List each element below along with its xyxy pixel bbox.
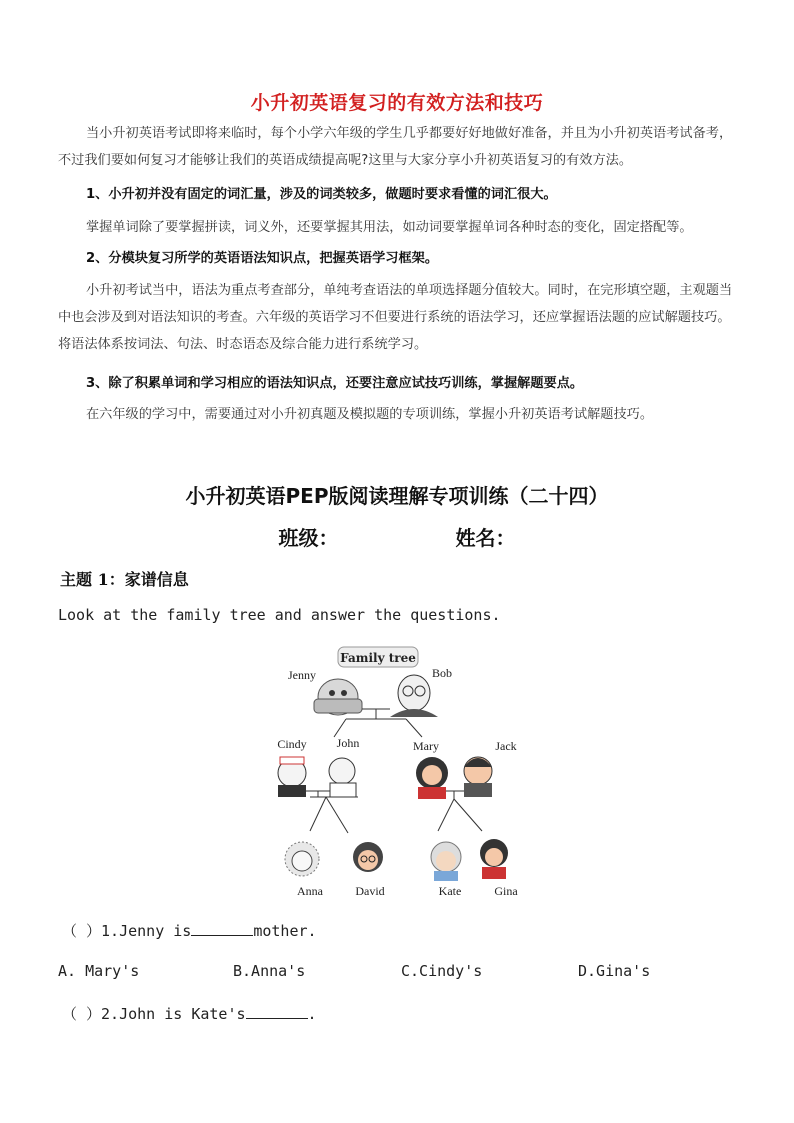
q1-answer-paren[interactable]: （ ） bbox=[62, 922, 102, 940]
intro-paragraph-3: 小升初考试当中，语法为重点考查部分，单纯考查语法的单项选择题分值较大。同时，在完形填空题，主观题当中也会涉及到对语法知识的考查。六年级的英语学习不但要进行系统的语法学习，还应掌握语法题的应试解题技巧。将语法体系按词法、句法、时态语态及综合能力进行系统学习。 bbox=[58, 283, 733, 352]
name-cindy: Cindy bbox=[277, 737, 307, 751]
option-c[interactable]: C.Cindy's bbox=[401, 962, 483, 980]
theme-heading: 主题 1：家谱信息 bbox=[60, 570, 189, 589]
name-gina: Gina bbox=[494, 884, 518, 898]
arrow-to-anna bbox=[310, 797, 326, 831]
arrow-to-mary bbox=[406, 719, 422, 737]
name-label: 姓名： bbox=[455, 526, 516, 550]
instruction: Look at the family tree and answer the questions. bbox=[58, 606, 501, 624]
tip-heading-3: 3、除了积累单词和学习相应的语法知识点，还要注意应试技巧训练，掌握解题要点。 bbox=[86, 376, 584, 391]
john-icon bbox=[329, 758, 356, 797]
jack-icon bbox=[464, 757, 492, 797]
intro-paragraph-4: 在六年级的学习中，需要通过对小升初真题及模拟题的专项训练，掌握小升初英语考试解题技巧。 bbox=[86, 407, 654, 422]
name-bob: Bob bbox=[431, 666, 453, 680]
jenny-icon bbox=[314, 679, 362, 715]
name-jenny: Jenny bbox=[288, 668, 316, 682]
q1-blank[interactable] bbox=[191, 921, 253, 936]
q2-blank[interactable] bbox=[246, 1004, 308, 1019]
family-tree-image bbox=[266, 645, 532, 903]
q1-text-pre: 1.Jenny is bbox=[101, 922, 192, 940]
name-kate: Kate bbox=[438, 884, 462, 898]
option-b[interactable]: B.Anna's bbox=[233, 962, 306, 980]
cindy-icon bbox=[278, 757, 306, 797]
tip-heading-1: 1、小升初并没有固定的词汇量，涉及的词类较多，做题时要求看懂的词汇很大。 bbox=[86, 187, 557, 202]
family-tree-heading: Family tree bbox=[340, 651, 416, 665]
option-d[interactable]: D.Gina's bbox=[578, 962, 651, 980]
name-mary: Mary bbox=[413, 739, 439, 753]
class-label: 班级： bbox=[278, 526, 339, 550]
david-icon bbox=[353, 842, 383, 872]
name-john: John bbox=[336, 736, 360, 750]
q2-answer-paren[interactable]: （ ） bbox=[62, 1005, 102, 1023]
name-jack: Jack bbox=[495, 739, 517, 753]
gina-icon bbox=[480, 839, 508, 879]
question-2 bbox=[62, 1003, 317, 1024]
name-anna: Anna bbox=[297, 884, 323, 898]
option-a[interactable]: A. Mary's bbox=[58, 962, 140, 980]
worksheet-title: 小升初英语PEP版阅读理解专项训练（二十四） bbox=[185, 484, 609, 508]
q2-text-post: . bbox=[307, 1005, 317, 1023]
intro-title: 小升初英语复习的有效方法和技巧 bbox=[250, 92, 544, 114]
name-david: David bbox=[355, 884, 385, 898]
arrow-to-kate bbox=[438, 799, 454, 831]
intro-paragraph-1: 当小升初英语考试即将来临时，每个小学六年级的学生几乎都要好好地做好准备，并且为小升初英语考试备考，不过我们要如何复习才能够让我们的英语成绩提高呢?这里与大家分享小升初英语复习的有效方法。 bbox=[58, 126, 733, 168]
tip-heading-2: 2、分模块复习所学的英语语法知识点，把握英语学习框架。 bbox=[86, 251, 439, 266]
bob-icon bbox=[390, 675, 438, 717]
class-name-line bbox=[0, 522, 794, 551]
question-1 bbox=[62, 920, 317, 941]
anna-icon bbox=[285, 842, 319, 876]
q1-text-post: mother. bbox=[253, 922, 317, 940]
arrow-to-gina bbox=[454, 799, 482, 831]
mary-icon bbox=[416, 757, 448, 799]
kate-icon bbox=[431, 842, 461, 881]
q2-text-pre: 2.John is Kate's bbox=[101, 1005, 246, 1023]
arrow-to-john bbox=[334, 719, 346, 737]
intro-paragraph-2: 掌握单词除了要掌握拼读，词义外，还要掌握其用法，如动词要掌握单词各种时态的变化，固定搭配等。 bbox=[86, 220, 693, 235]
arrow-to-david bbox=[326, 797, 348, 833]
